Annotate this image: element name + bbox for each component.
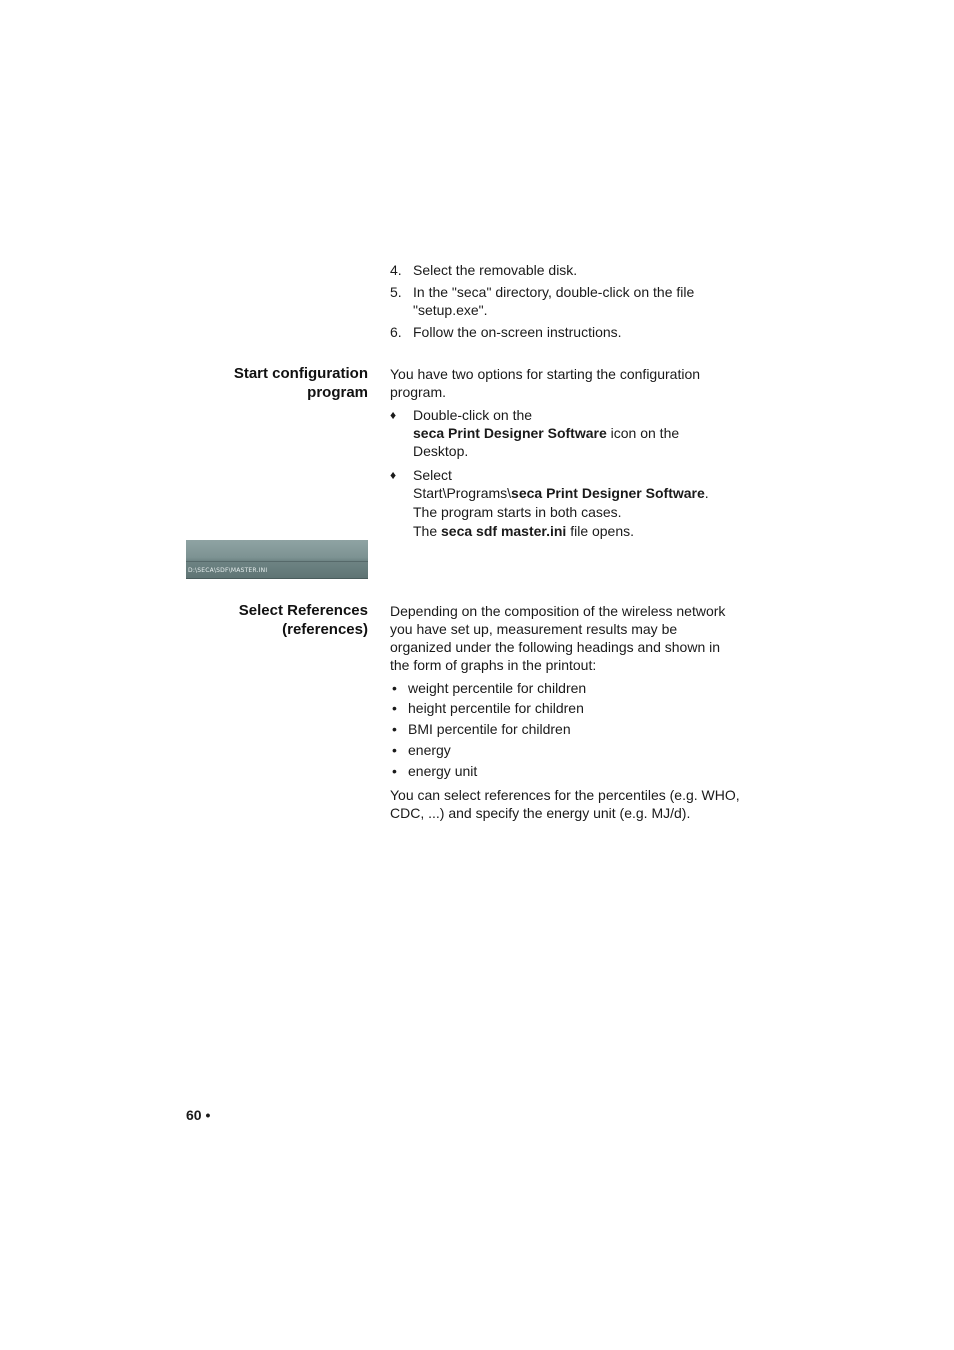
result-line-file [413, 522, 743, 540]
option-text [413, 466, 733, 502]
diamond-bullet-icon: ♦ [390, 468, 397, 482]
step-text: Follow the on-screen instructions. [413, 324, 622, 340]
menu-path: Start\Programs\ [413, 485, 512, 501]
start-intro: You have two options for starting the configuration program. [390, 366, 701, 400]
file-path-text: D:\SECA\SDF\MASTER.INI [188, 567, 268, 574]
step-number: 5. [390, 284, 402, 300]
software-name: seca Print Designer Software [413, 425, 607, 441]
diamond-bullet-icon: ♦ [390, 408, 397, 422]
bullet-icon: • [392, 700, 397, 716]
reference-item: weight percentile for children [408, 680, 587, 696]
references-closing: You can select references for the percentiles (e.g. WHO, CDC, ...) and specify the energy unit (e.g. MJ/d). [390, 787, 740, 821]
ini-filename: seca sdf master.ini [441, 523, 567, 539]
reference-item: energy [408, 742, 451, 758]
section-heading-start [234, 364, 368, 402]
software-name: seca Print Designer Software [511, 485, 705, 501]
heading-line: Start configuration [233, 365, 368, 382]
references-intro: Depending on the composition of the wireless network you have set up, measurement results may be organized under the following headings and shown in the form of graphs in the printout: [390, 603, 726, 673]
result-line: The program starts in both cases. [413, 504, 622, 520]
step-text: Select the removable disk. [413, 262, 578, 278]
reference-item: height percentile for children [408, 700, 584, 716]
section-heading-references [239, 601, 368, 639]
option-text [413, 406, 703, 460]
reference-item: BMI percentile for children [408, 721, 571, 737]
step-number: 6. [390, 324, 402, 340]
bullet-icon: • [392, 763, 397, 779]
bullet-icon: • [392, 721, 397, 737]
reference-item: energy unit [408, 763, 478, 779]
bullet-icon: • [392, 680, 397, 696]
result-post: file opens. [566, 523, 635, 539]
option-post: . [704, 485, 709, 501]
page-number: 60 • [186, 1107, 211, 1123]
option-post: icon on the Desktop. [413, 425, 680, 459]
bullet-icon: • [392, 742, 397, 758]
heading-line: Select References [238, 602, 368, 619]
option-pre: Select [413, 467, 452, 483]
step-text: In the "seca" directory, double-click on the file "setup.exe". [413, 284, 695, 318]
heading-line: program [307, 384, 368, 401]
window-title-bar-screenshot [186, 540, 368, 579]
divider [186, 561, 368, 562]
step-number: 4. [390, 262, 402, 278]
result-pre: The [413, 523, 442, 539]
option-pre: Double-click on the [413, 407, 533, 423]
heading-line: (references) [282, 621, 368, 638]
